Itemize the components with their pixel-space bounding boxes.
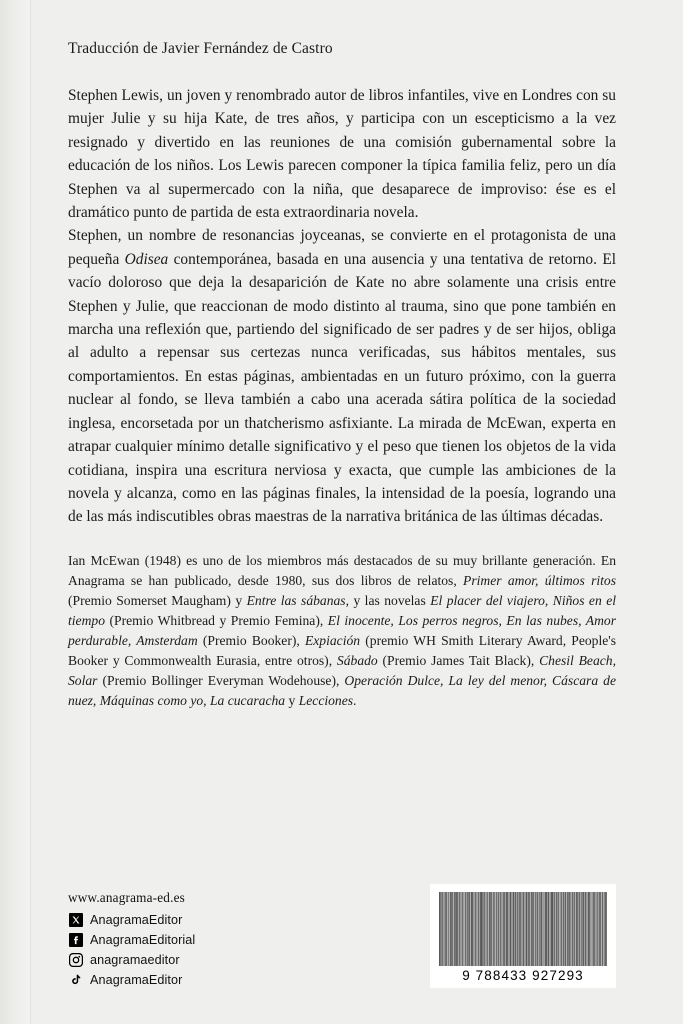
bio-text-run: (Premio James Tait Black), [377,652,540,668]
bio-title-italic: El inocente, Los perros negros, En las nubes, Amor perdurable, Amsterdam [68,612,616,648]
bio-title-italic: Lecciones [298,692,354,708]
blurb-p2-part-b: contemporánea, basada en una ausencia y una tentativa de retorno. El vacío doloroso que deja la desaparición de Kate no abre solamente una crisis entre Stephen y Julie, que reaccionan de modo distinto al trauma, sino que pone también en marcha una reflexión que, partiendo del significado de ser padres y de ser hijos, obliga al adulto a repensar sus certezas nunca verificadas, sus hábitos mentales, sus comportamientos. En estas páginas, ambientadas en un futuro próximo, con la guerra nuclear al fondo, se lleva también a cabo una acerada sátira política de la sociedad inglesa, encorsetada por un thatcherismo asfixiante. La mirada de McEwan, experta en atrapar cualquier mínimo detalle significativo y el peso que tienen los objetos de la vida cotidiana, inspira una escritura nerviosa y exacta, que cumple las ambiciones de la novela y alcanza, como en las páginas finales, la intensidad de la poesía, logrando una de las más indiscutibles obras maestras de la narrativa británica de las últimas décadas. [68,250,616,526]
bio-title-italic: El placer del viajero, Niños en el tiempo [68,592,617,628]
instagram-icon [68,952,83,967]
social-row-instagram[interactable] [68,951,195,968]
tiktok-icon [68,972,83,987]
bio-text-run: , y las novelas [345,592,431,608]
publisher-website[interactable]: www.anagrama-ed.es [68,890,185,905]
facebook-icon [68,932,83,947]
bio-text-run: (Premio Bollinger Everyman Wodehouse), [97,672,345,688]
translator-credit: Traducción de Javier Fernández de Castro [68,40,333,57]
blurb-paragraph-2 [68,224,616,528]
social-row-tiktok[interactable] [68,971,195,988]
social-row-x[interactable] [68,911,195,928]
book-spine-shadow [0,0,31,1024]
bio-title-italic: Entre las sábanas [246,592,346,608]
social-label-tiktok: AnagramaEditor [90,972,183,987]
blurb-text [68,84,616,529]
social-row-facebook[interactable] [68,931,195,948]
social-label-x: AnagramaEditor [90,912,183,927]
cover-content [68,0,616,1024]
bio-title-italic: Chesil Beach, Solar [68,652,616,688]
bio-text-run: (Premio Somerset Maugham) y [68,592,247,608]
blurb-p2-part-a: Stephen, un nombre de resonancias joyceanas, se convierte en el protagonista de una pequeña [68,227,616,268]
bio-title-italic: Expiación [304,632,361,648]
author-bio [68,551,616,711]
bio-text-run: y [285,692,299,708]
social-label-facebook: AnagramaEditorial [90,932,196,947]
cover-footer [68,884,616,988]
bio-text-run: . [353,692,357,708]
bio-text-run: (premio WH Smith Literary Award, People's Booker y Commonwealth Eurasia, entre otros), [68,632,617,668]
isbn-number: 9 788433 927293 [462,968,584,983]
bio-title-italic: Operación Dulce, La ley del menor, Cáscara de nuez, Máquinas como yo, La cucaracha [68,672,616,708]
x-twitter-icon [68,912,83,927]
bio-title-italic: Primer amor, últimos ritos [463,572,616,588]
author-bio-paragraph [68,551,616,711]
bio-text-run: Ian McEwan (1948) es uno de los miembros más destacados de su muy brillante generación. En Anagrama se han publicado, desde 1980, sus dos libros de relatos, [68,552,616,588]
social-label-instagram: anagramaeditor [90,952,180,967]
bio-text-run: (Premio Whitbread y Premio Femina), [105,612,328,628]
blurb-paragraph-1: Stephen Lewis, un joven y renombrado autor de libros infantiles, vive en Londres con su mujer Julie y su hija Kate, de tres años, y participa con un escepticismo a la vez resignado y divertido en las reuniones de una comisión gubernamental sobre la educación de los niños. Los Lewis parecen componer la típica familia feliz, pero un día Stephen va al supermercado con la niña, que desaparece de improviso: ése es el dramático punto de partida de esta extraordinaria novela. [68,87,616,222]
publisher-social-block [68,890,195,988]
barcode-block [430,884,616,988]
bio-text-run: (Premio Booker), [197,632,305,648]
barcode-bars [439,892,607,966]
blurb-p2-italic-title: Odisea [124,250,169,268]
bio-title-italic: Sábado [336,652,378,668]
